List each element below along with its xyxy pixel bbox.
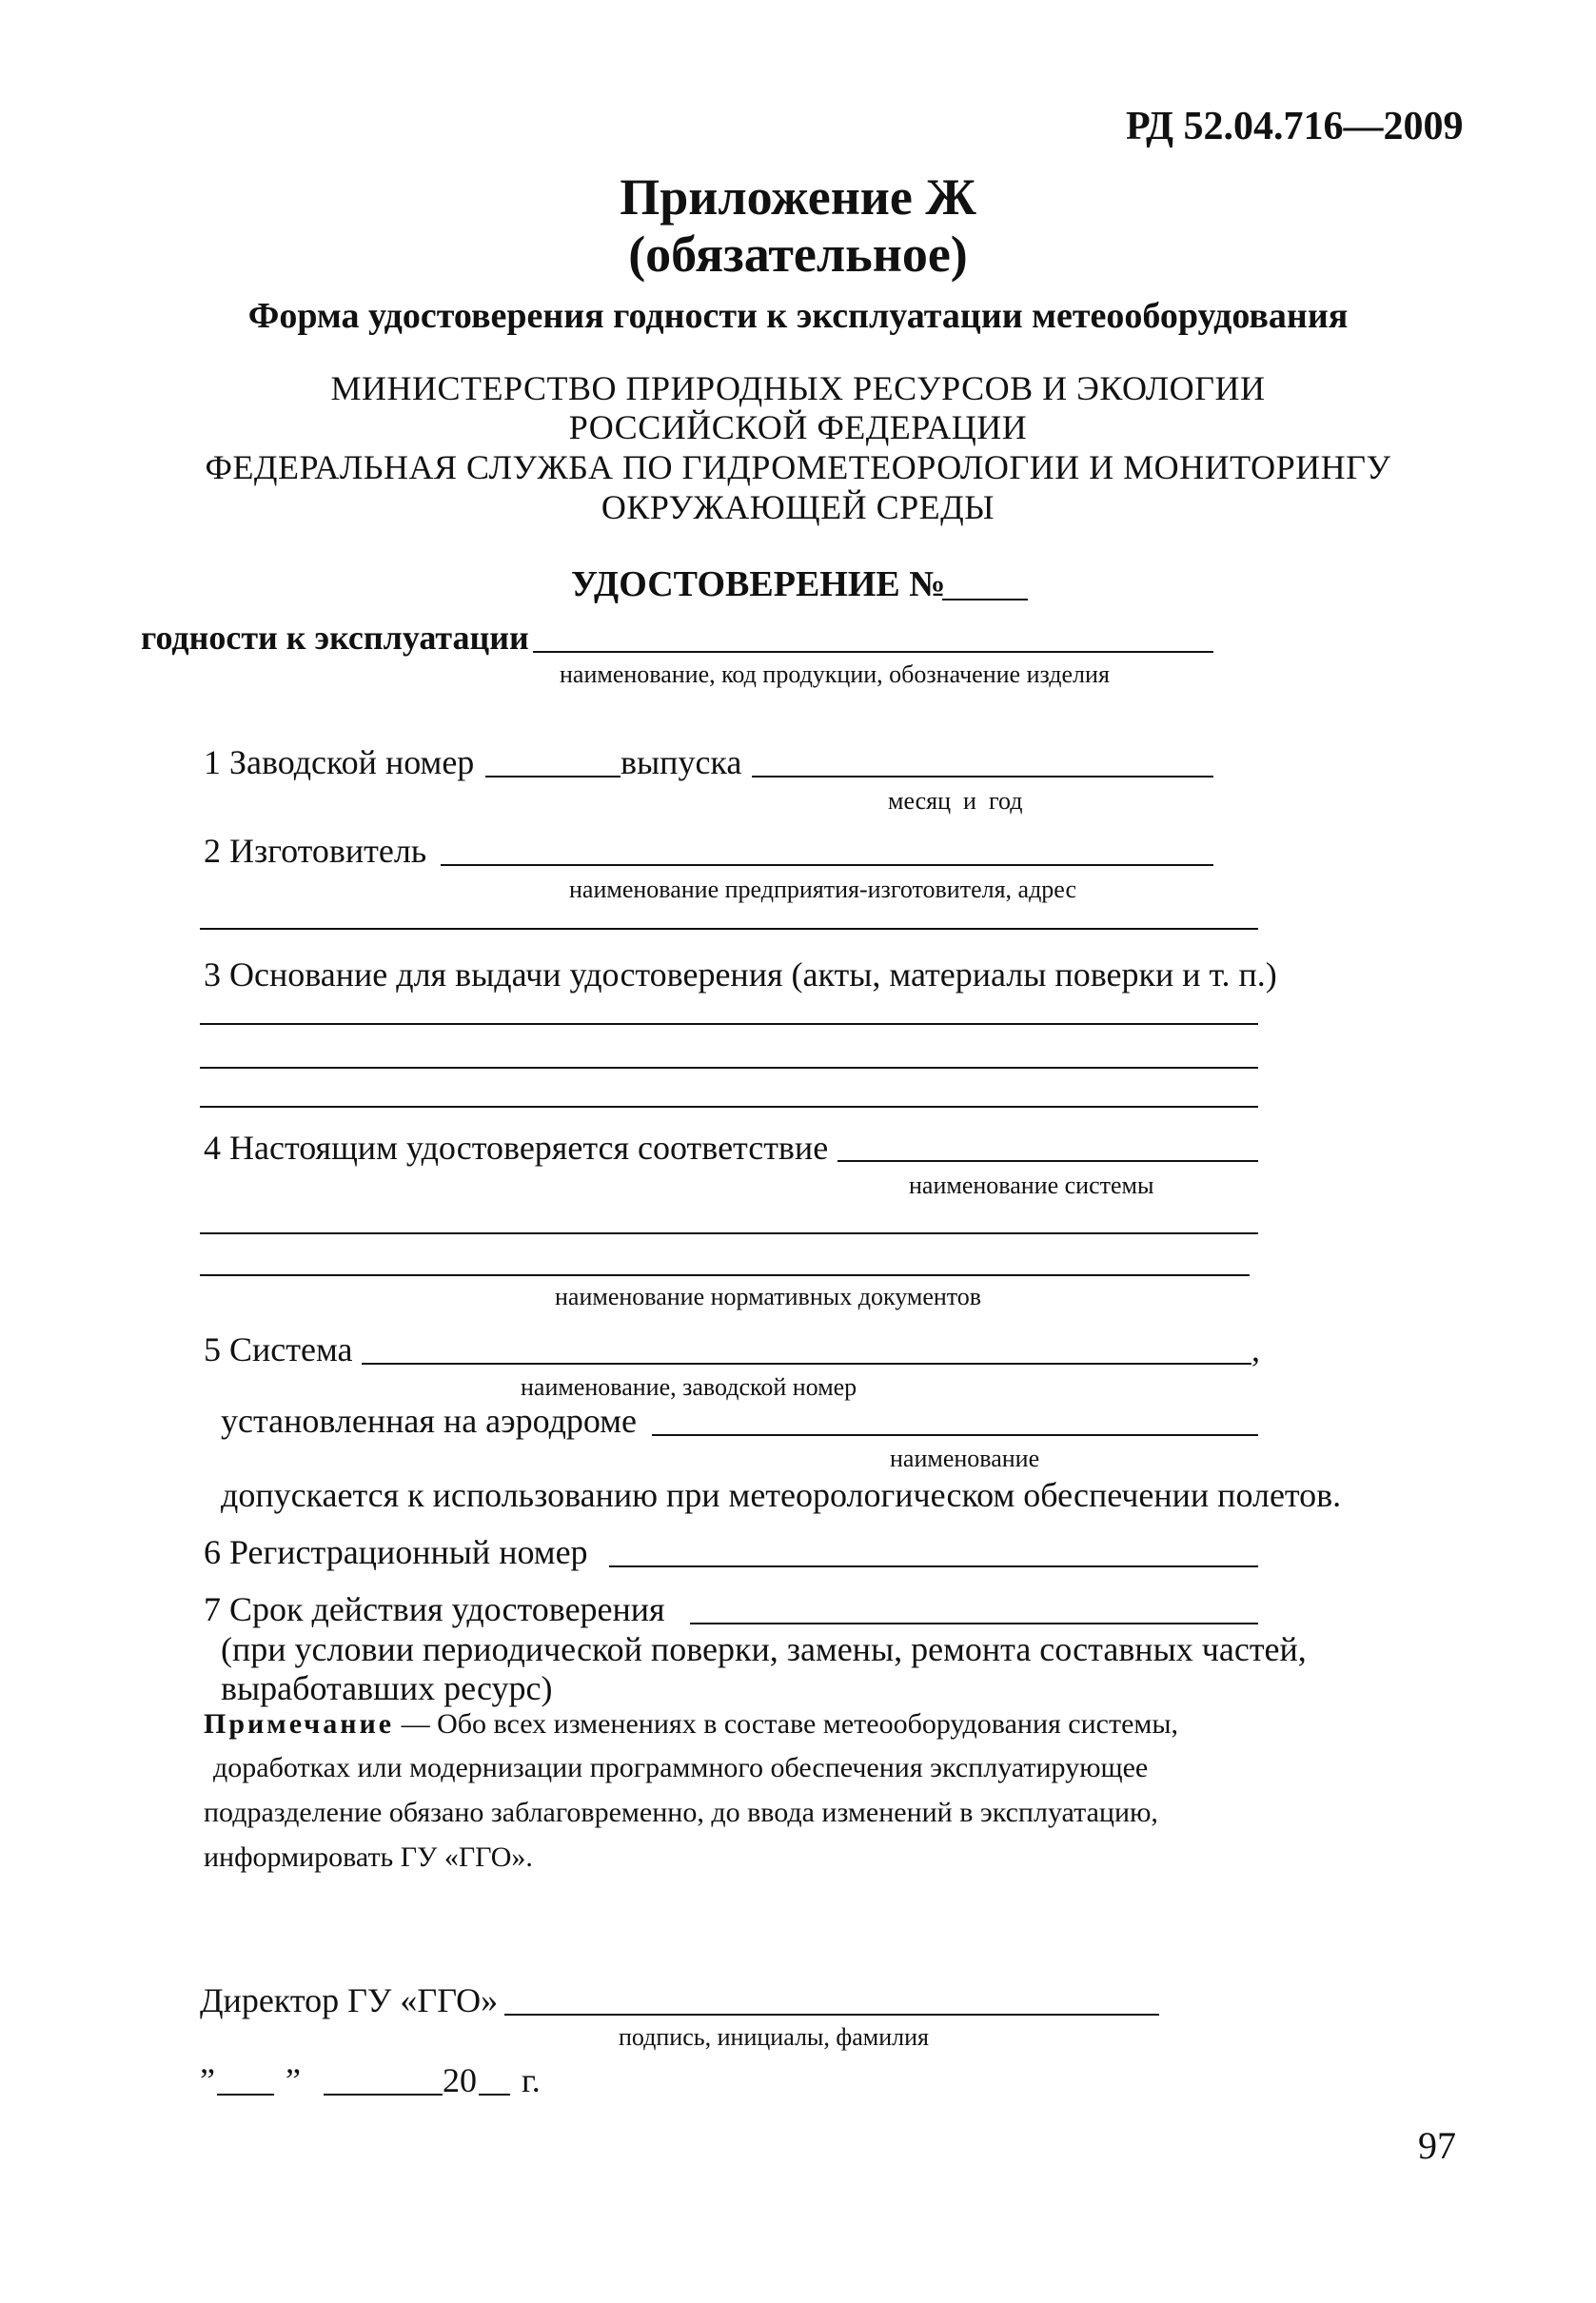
fitness-product-line[interactable] bbox=[533, 651, 1213, 653]
field-5-label: 5 Система bbox=[204, 1330, 353, 1368]
note-line-4: информировать ГУ «ГГО». bbox=[204, 1841, 533, 1873]
director-signature-line[interactable] bbox=[504, 2014, 1159, 2016]
field-1-label: 1 Заводской номер bbox=[204, 743, 475, 781]
director-label: Директор ГУ «ГГО» bbox=[200, 1981, 499, 2019]
basis-line-2[interactable] bbox=[200, 1067, 1258, 1069]
ministry-line-2: РОССИЙСКОЙ ФЕДЕРАЦИИ bbox=[568, 408, 1028, 446]
field-4-label: 4 Настоящим удостоверяется соответствие bbox=[204, 1129, 829, 1167]
release-date-line[interactable] bbox=[752, 776, 1213, 778]
manufacturer-address-line[interactable] bbox=[200, 928, 1258, 930]
field-5-allowed-text: допускается к использованию при метеорологическом обеспечении полетов. bbox=[221, 1476, 1342, 1514]
ministry-line-4: ОКРУЖАЮЩЕЙ СРЕДЫ bbox=[601, 488, 995, 526]
field-5-installed-label: установленная на аэродроме bbox=[221, 1402, 637, 1440]
validity-period-line[interactable] bbox=[690, 1623, 1258, 1624]
field-7-condition-line-2: выработавших ресурс) bbox=[221, 1669, 553, 1707]
fitness-hint: наименование, код продукции, обозначение изделия bbox=[560, 660, 1110, 688]
system-line[interactable] bbox=[362, 1363, 1251, 1365]
basis-line-3[interactable] bbox=[200, 1106, 1258, 1108]
conformity-system-line[interactable] bbox=[837, 1160, 1258, 1162]
note-label: Примечание bbox=[204, 1708, 395, 1740]
date-open-quote: ” bbox=[200, 2061, 215, 2099]
field-5-hint-aerodrome: наименование bbox=[890, 1445, 1040, 1472]
field-2-label: 2 Изготовитель bbox=[204, 832, 427, 870]
field-4-hint-system: наименование системы bbox=[909, 1171, 1154, 1199]
ministry-line-1: МИНИСТЕРСТВО ПРИРОДНЫХ РЕСУРСОВ И ЭКОЛОГИИ bbox=[330, 369, 1266, 407]
field-7-condition-line-1: (при условии периодической поверки, замены, ремонта составных частей, bbox=[221, 1630, 1307, 1668]
note-line-2: доработках или модернизации программного обеспечения эксплуатирующее bbox=[213, 1752, 1149, 1783]
field-7-label: 7 Срок действия удостоверения bbox=[204, 1590, 665, 1628]
note-line-1-text: — Обо всех изменениях в составе метеооборудования системы, bbox=[394, 1708, 1179, 1740]
field-5-comma: , bbox=[1251, 1330, 1260, 1368]
serial-number-line[interactable] bbox=[485, 776, 621, 778]
manufacturer-line[interactable] bbox=[441, 864, 1213, 866]
date-day-line[interactable] bbox=[217, 2094, 274, 2096]
date-month-line[interactable] bbox=[324, 2094, 443, 2096]
date-year-prefix: 20 bbox=[443, 2061, 477, 2099]
date-close-quote: ” bbox=[286, 2061, 301, 2099]
fitness-label: годности к эксплуатации bbox=[141, 619, 529, 657]
document-code: РД 52.04.716—2009 bbox=[1126, 105, 1464, 148]
page-number: 97 bbox=[1418, 2124, 1456, 2167]
field-4-hint-documents: наименование нормативных документов bbox=[555, 1283, 982, 1310]
field-2-hint: наименование предприятия-изготовителя, адрес bbox=[569, 876, 1077, 903]
director-hint: подпись, инициалы, фамилия bbox=[619, 2023, 930, 2051]
form-title: Форма удостоверения годности к эксплуатации метеооборудования bbox=[247, 296, 1349, 336]
certificate-number-line[interactable] bbox=[942, 599, 1028, 600]
note-line-1 bbox=[204, 1710, 1178, 1739]
conformity-line-2[interactable] bbox=[200, 1232, 1258, 1234]
appendix-title: Приложение Ж bbox=[620, 168, 976, 226]
conformity-documents-line[interactable] bbox=[200, 1274, 1250, 1276]
field-3-label: 3 Основание для выдачи удостоверения (акты, материалы поверки и т. п.) bbox=[204, 955, 1277, 994]
registration-number-line[interactable] bbox=[609, 1565, 1258, 1567]
field-6-label: 6 Регистрационный номер bbox=[204, 1533, 588, 1571]
ministry-line-3: ФЕДЕРАЛЬНАЯ СЛУЖБА ПО ГИДРОМЕТЕОРОЛОГИИ И МОНИТОРИНГУ bbox=[205, 448, 1391, 486]
basis-line-1[interactable] bbox=[200, 1023, 1258, 1025]
field-5-hint-system: наименование, заводской номер bbox=[521, 1373, 857, 1401]
date-year-suffix: г. bbox=[522, 2061, 541, 2099]
note-line-3: подразделение обязано заблаговременно, до ввода изменений в эксплуатацию, bbox=[204, 1797, 1158, 1828]
certificate-title: УДОСТОВЕРЕНИЕ № bbox=[571, 564, 946, 604]
aerodrome-line[interactable] bbox=[652, 1434, 1258, 1436]
appendix-status: (обязательное) bbox=[628, 226, 968, 283]
field-1-hint: месяц и год bbox=[888, 787, 1023, 815]
date-year-line[interactable] bbox=[479, 2094, 510, 2096]
field-1-release-label: выпуска bbox=[621, 743, 742, 781]
